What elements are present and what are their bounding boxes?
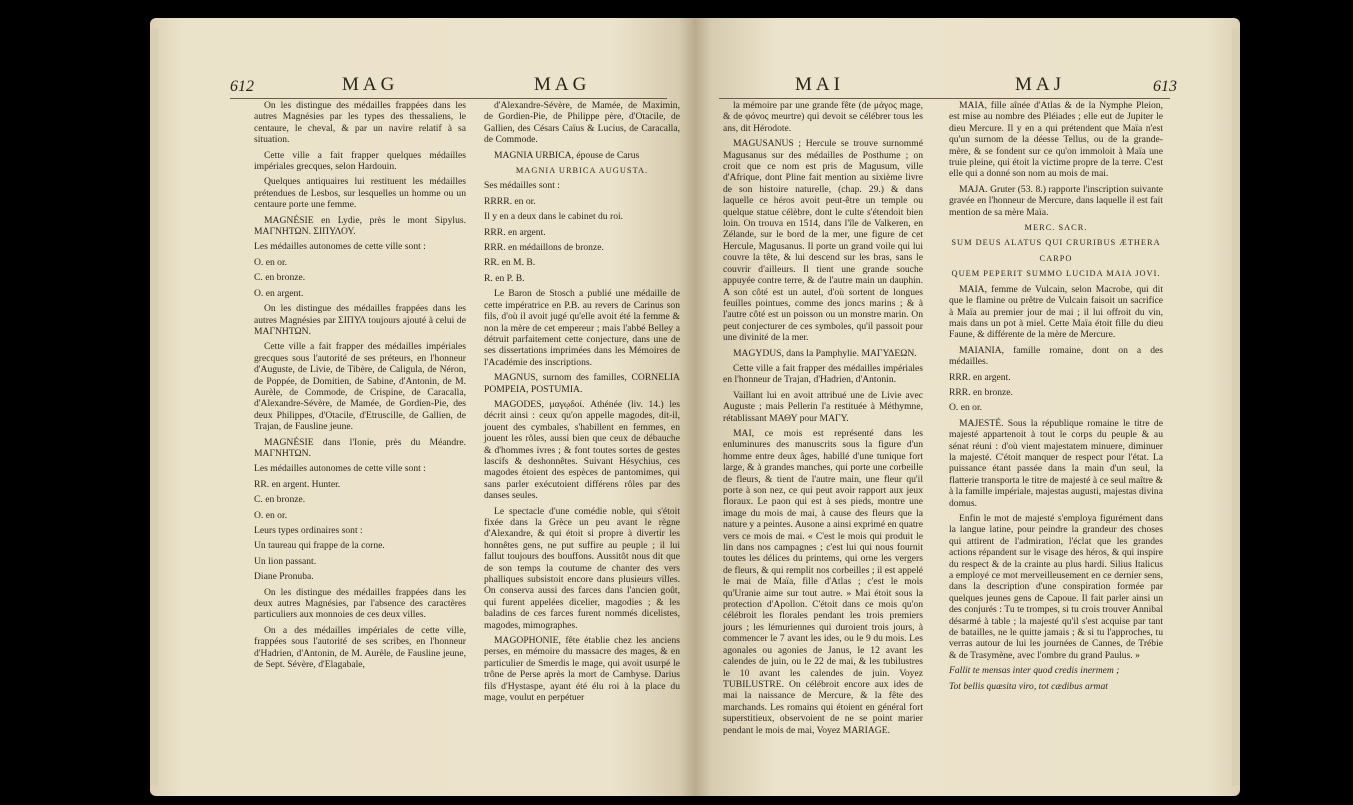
header-rule-right [719, 98, 1170, 99]
page-number-right: 613 [1153, 78, 1177, 95]
text-paragraph: MAGNIA URBICA AUGUSTA. [515, 166, 649, 176]
text-paragraph: RR. en M. B. [484, 257, 536, 269]
running-head-right-1: MAI [795, 74, 844, 95]
text-paragraph: O. en argent. [254, 287, 304, 299]
text-paragraph: la mémoire par une grande fête (de μάγος mage, & de φόνος meurtre) qui devoit se célébrer tous les ans, dit Hérodote. [723, 100, 923, 134]
text-paragraph: O. en or. [254, 509, 288, 521]
running-head-left-1: MAG [342, 74, 399, 95]
text-paragraph: RR. en argent. Hunter. [254, 478, 341, 490]
open-book [150, 18, 1240, 796]
running-head-right-2: MAJ [1015, 74, 1066, 95]
text-paragraph: Enfin le mot de majesté s'employa figurément dans la langue latine, pour peindre la grandeur des choses qui attirent de l'admiration, l'éclat que les grandes actions répandent sur le visage des héros, & qui inspire du respect & de la crainte au plus hardi. Silius Italicus a employé ce mot merveilleusement en ce dernier sens, dans la description d'une conspiration formée par quelques jeunes gens de Capoue. Il fait parler ainsi un des conjurés : Tu te trompes, si tu crois trouver Annibal désarmé à table ; la majesté qu'il s'est acquise par tant de batailles, ne le quitte jamais ; & si tu l'approches, tu verras autour de lui les journées de Cannes, de Trébie & de Trasymène, avec l'ombre du grand Paulus. » [949, 513, 1163, 661]
text-paragraph: MAGYDUS, dans la Pamphylie. ΜΑΓΥΔΕΩΝ. [733, 347, 917, 359]
text-paragraph: Cette ville a fait frapper quelques médailles impériales grecques, selon Hardouin. [254, 149, 466, 173]
text-paragraph: Quelques antiquaires lui restituent les médailles prétendues de Lesbos, sur lesquelles un homme ou un centaure porte une femme. [254, 176, 466, 211]
text-paragraph: Cette ville a fait frapper des médailles impériales en l'honneur de Trajan, d'Hadrien, d'Antonin. [723, 362, 923, 386]
text-paragraph: d'Alexandre-Sévère, de Mamée, de Maximin, de Gordien-Pie, de Philippe père, d'Otacile, de Gallien, des Césars Caïus & Lucius, de Caracalla, de Commode. [484, 100, 680, 146]
left-column-2 [484, 100, 680, 708]
left-page [150, 18, 695, 796]
right-page [695, 18, 1240, 796]
page-edges-left [150, 28, 158, 786]
text-paragraph: MAJA. Gruter (53. 8.) rapporte l'inscription suivante gravée en l'honneur de Mercure, dans laquelle il est fait mention de sa mère Maïa. [949, 183, 1163, 218]
text-paragraph: Leurs types ordinaires sont : [254, 525, 363, 536]
text-paragraph: RRR. en bronze. [949, 386, 1013, 398]
text-paragraph: Les médailles autonomes de cette ville sont : [254, 463, 426, 475]
text-paragraph: Tot bellis quæsita viro, tot cædibus armat [949, 680, 1108, 692]
text-paragraph: Le Baron de Stosch a publié une médaille de cette impératrice en P.B. au revers de Carinus son fils, d'où il avoit jugé qu'elle avoit été la femme & non la mère de cet empereur ; mais l'abbé Belley a détruit parfaitement cette conjecture, dans une de ses dissertations imprimées dans les Mémoires de l'Académie des inscriptions. [484, 288, 680, 368]
text-paragraph: QUEM PEPERIT SUMMO LUCIDA MAIA JOVI. [951, 269, 1161, 279]
text-paragraph: Le spectacle d'une comédie noble, qui s'étoit fixée dans la Grèce un peu avant le règne d'Alexandre, & qui étoit si propre à divertir les honnêtes gens, ne put suffire au peuple ; il lui fallut toujours des bouffons. Aussitôt nous dit que de son temps la coutume de chanter des vers phalliques subsistoit encore dans plusieurs villes. On conserva aussi des farces dans l'ancien goût, qui furent appelées dicelier, magodies ; & les baladins de ces farces furent nommés dicelistes, magodes, mimographes. [484, 505, 680, 631]
running-head-left-2: MAG [534, 74, 591, 95]
text-paragraph: MAIA, femme de Vulcain, selon Macrobe, qui dit que le flamine ou prêtre de Vulcain faisoit un sacrifice à Maïa au premier jour de mai ; il lui offroit du vin, mais dans un pot à miel. Cette Maïa étoit fille du dieu Faune, & différente de la mère de Mercure. [949, 283, 1163, 341]
text-paragraph: MAGUSANUS ; Hercule se trouve surnommé Magusanus sur des médailles de Posthume ; on croit que ce nom est pris de Magusum, ville d'Afrique, dont Pline fait mention au sixième livre de son histoire naturelle, (chap. 29.) & dans laquelle ce héros avoit peut-être un temple ou quelque statue célèbre, dont le culte s'étendoit bien loin. On trouva en 1514, dans l'île de Valkeren, en Zélande, sur le bord de la mer, une figure de cet Hercule, Magusanus. Il porte un grand voile qui lui couvre la tête, & lui descend sur les bras, sans le couvrir d'ailleurs. Il tient une grande souche appuyée contre terre, & de l'autre main un dauphin. A son côté est un autel, d'où sortent de longues feuilles pointues, comme des joncs marins ; & à l'autre côté est un poisson ou un monstre marin. On peut conjecturer de ces symboles, qu'il passoit pour une divinité de la mer. [723, 138, 923, 344]
text-paragraph: R. en P. B. [484, 272, 525, 284]
right-column-1 [723, 100, 923, 740]
text-paragraph: MERC. SACR. [1024, 223, 1088, 233]
text-paragraph: On les distingue des médailles frappées dans les deux autres Magnésies, par l'absence des caractères particuliers aux monnoies de ces deux villes. [254, 586, 466, 621]
text-paragraph: MAGNUS, surnom des familles, CORNELIA POMPEIA, POSTUMIA. [484, 372, 680, 395]
text-paragraph: MAGODES, μαγῳδοί. Athénée (liv. 14.) les décrit ainsi : ceux qu'on appelle magodes, dit-il, jouent des cymbales, s'habillent en femmes, en jouent les rôles, aussi bien que ceux de débauche & d'hommes ivres ; & font toutes sortes de gestes lascifs & deshonnêtes. Suivant Hésychius, ces magodes étoient des espèces de pantomimes, qui sans parler exécutoient différens rôles par des danses seules. [484, 398, 680, 502]
text-paragraph: MAIA, fille aînée d'Atlas & de la Nymphe Pleion, est mise au nombre des Pléiades ; elle eut de Jupiter le dieu Mercure. Il y en a qui prétendent que Maïa n'est qu'un surnom de la déesse Tellus, ou de la grande-mère, & se fondent sur ce qu'on immoloit à Maïa une truie pleine, qui étoit la victime propre de la terre. C'est elle qui a donné son nom au mois de mai. [949, 100, 1163, 180]
header-rule-left [230, 98, 667, 99]
page-edges-right [1232, 28, 1240, 786]
text-paragraph: On a des médailles impériales de cette ville, frappées sous l'autorité de ses scribes, en l'honneur d'Hadrien, d'Antonin, de M. Aurèle, de Fausline jeune, de Sept. Sévère, d'Elagabale, [254, 624, 466, 671]
text-paragraph: O. en or. [254, 256, 288, 268]
text-paragraph: RRR. en argent. [949, 371, 1011, 383]
text-paragraph: Vaillant lui en avoit attribué une de Livie avec Auguste ; mais Pellerin l'a restituée à Méthymne, rétablissant ΜΑΘΥ pour ΜΑΓΥ. [723, 389, 923, 424]
text-paragraph: C. en bronze. [254, 494, 306, 506]
text-paragraph: Cette ville a fait frapper des médailles impériales grecques sous l'autorité de ses préteurs, en l'honneur d'Auguste, de Livie, de Tibère, de Caligula, de Néron, de Poppée, de Domitien, de Sabine, d'Antonin, de M. Aurèle, de Commode, de Crispine, de Caracalla, d'Alexandre-Sévère, de Mamée, de Gordien-Pie, des deux Philippes, d'Otacile, d'Etruscille, de Gallien, de Trajan, de Fausline jeune. [254, 341, 466, 433]
text-paragraph: MAGOPHONIE, fête établie chez les anciens perses, en mémoire du massacre des mages, & en particulier de Smerdis le mage, qui avoit usurpé le trône de Perse après la mort de Cambyse. Darius fils d'Hystaspe, ayant été élu roi à la place du mage, voulut en perpétuer [484, 635, 680, 704]
text-paragraph: Diane Pronuba. [254, 571, 314, 583]
text-paragraph: RRR. en médaillons de bronze. [484, 242, 604, 254]
left-column-1 [254, 100, 466, 674]
text-paragraph: On les distingue des médailles frappées dans les autres Magnésies par ΣΙΠΥΛ toujours ajouté à celui de ΜΑΓΝΗΤΩΝ. [254, 303, 466, 337]
text-paragraph: Les médailles autonomes de cette ville sont : [254, 241, 426, 253]
text-paragraph: Fallit te mensas inter quod credis inermem ; [949, 665, 1120, 677]
text-paragraph: CARPO [1039, 253, 1073, 263]
text-paragraph: Un lion passant. [254, 555, 317, 567]
text-paragraph: MAI, ce mois est représenté dans les enluminures des manuscrits sous la figure d'un homme entre deux âges, habillé d'une tunique fort large, & à grandes manches, qui porte une corbeille de fleurs, & tient de l'autre main, une fleur qu'il porte à son nez, ce qui peut avoir rapport aux jeux floraux. Le paon qui est à ses pieds, montre une image du mois de mai, à cause des fleurs que la nature y a peintes. Ausone a ainsi exprimé en quatre vers ce mois de mai. « C'est le mois qui produit le lin dans nos campagnes ; c'est lui qui nous fournit toutes les délices du printems, qui orne les vergers de fleurs, & qui remplit nos corbeilles ; il est appelé le mai de Maïa, fille d'Atlas ; c'est le mois qu'Uranie aime sur tout autre. » Mai étoit sous la protection d'Apollon. C'étoit dans ce mois qu'on célébroit les florales pendant les trois premiers jours ; les lémuriennes qui duroient trois jours, à commencer le 7 avant les ides, ou le 9 du mois. Les agonales ou agonies de Janus, le 12 avant les calendes de juin, ou le 22 de mai, & les tubilustres le 10 avant les calendes de juin. Voyez TUBILUSTRE. On célébroit encore aux ides de mai la naissance de Mercure, & la fête des marchands. Les romains qui étoient en général fort superstitieux, observoient de ne se point marier pendant le mois de mai, Voyez MARIAGE. [723, 427, 923, 736]
text-paragraph: MAGNÉSIE dans l'Ionie, près du Méandre. ΜΑΓΝΗΤΩΝ. [254, 436, 466, 459]
text-paragraph: MAGNIA URBICA, épouse de Carus [494, 149, 640, 161]
text-paragraph: Ses médailles sont : [484, 180, 560, 192]
text-paragraph: On les distingue des médailles frappées dans les autres Magnésies par les types des thessaliens, le centaure, le cheval, & par un navire relatif à sa situation. [254, 100, 466, 146]
page-number-left: 612 [230, 78, 254, 95]
text-paragraph: O. en or. [949, 402, 983, 414]
right-column-2 [949, 100, 1163, 696]
text-paragraph: MAIANIA, famille romaine, dont on a des médailles. [949, 344, 1163, 368]
text-paragraph: MAGNÉSIE en Lydie, près le mont Sipylus. ΜΑΓΝΗΤΩΝ. ΣΙΠΥΛΟΥ. [254, 214, 466, 238]
text-paragraph: C. en bronze. [254, 272, 306, 284]
text-paragraph: Un taureau qui frappe de la corne. [254, 540, 385, 552]
text-paragraph: SUM DEUS ALATUS QUI CRURIBUS ÆTHERA [951, 238, 1161, 248]
text-paragraph: Il y en a deux dans le cabinet du roi. [484, 211, 624, 223]
text-paragraph: RRR. en argent. [484, 226, 546, 238]
text-paragraph: MAJESTÉ. Sous la république romaine le titre de majesté appartenoit à tout le corps du peuple & au sénat réuni : d'où vient majestatem minuere, diminuer la majesté. C'étoit manquer de respect pour l'état. La puissance étant passée dans la main d'un seul, la flatterie transporta le titre de majesté à ce seul maître & à la famille impériale, majestas augusti, majestas divina domus. [949, 417, 1163, 509]
text-paragraph: RRRR. en or. [484, 195, 536, 207]
